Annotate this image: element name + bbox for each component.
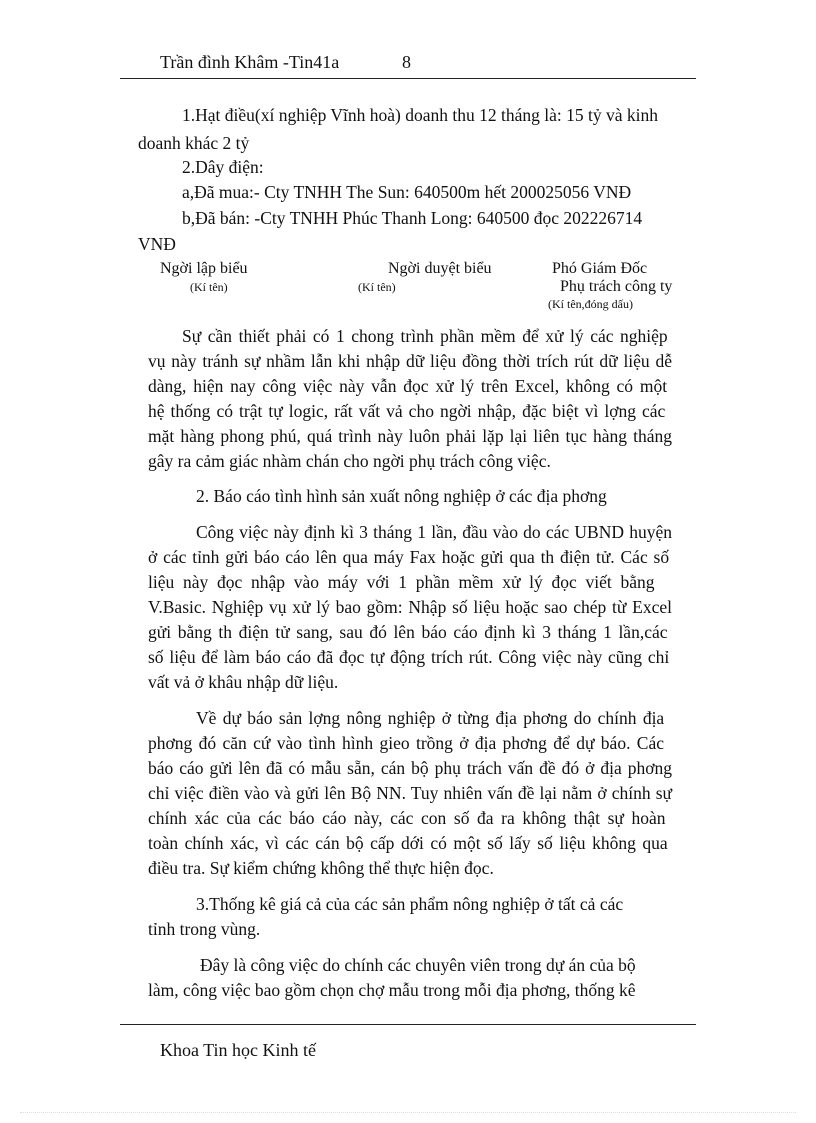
- para3-line: toàn chính xác, vì các cán bộ cấp dới có một số lấy số liệu không qua: [148, 833, 668, 853]
- signature-deputy-sub: Phụ trách công ty: [560, 278, 673, 295]
- para2-line: số liệu để làm báo cáo đã đọc tự động trích rút. Công việc này cũng chỉ: [148, 647, 670, 667]
- para4-line: Đây là công việc do chính các chuyên viên trong dự án của bộ: [200, 955, 636, 975]
- para2-line: gửi bằng th điện tử sang, sau đó lên báo cáo định kì 3 tháng 1 lần,các: [148, 622, 668, 642]
- signature-approver-sign: (Kí tên): [358, 280, 396, 294]
- signature-approver-sign-text: Kí tên): [362, 280, 396, 294]
- para3-line: chỉ việc điền vào và gửi lên Bộ NN. Tuy nhiên vấn đề lại nằm ở chính sự: [148, 783, 672, 803]
- item-wire-sold: b,Đã bán: -Cty TNHH Phúc Thanh Long: 640500 đọc 202226714: [182, 208, 643, 228]
- para3-line: chính xác của các báo cáo này, các con số đa ra không thật sự hoàn: [148, 808, 666, 828]
- header-divider: [120, 78, 696, 79]
- para1-line: Sự cần thiết phải có 1 chong trình phần mềm để xử lý các nghiệp: [182, 326, 668, 346]
- page-bottom-edge: [20, 1112, 796, 1113]
- para3-line: báo cáo gửi lên đã có mẫu sẵn, cán bộ phụ trách vấn đề đó ở địa phơng: [148, 758, 672, 778]
- header-author: Trần đình Khâm -Tin41a: [160, 52, 340, 72]
- footer-divider: [120, 1024, 696, 1025]
- para2-line: vất vả ở khâu nhập dữ liệu.: [148, 672, 339, 692]
- signature-creator-sign: (Kí tên): [190, 280, 228, 294]
- para2-line: ở các tỉnh gửi báo cáo lên qua máy Fax hoặc gửi qua th điện tử. Các số: [148, 547, 670, 567]
- item-wire-heading: 2.Dây điện:: [182, 157, 264, 177]
- item-wire-bought: a,Đã mua:- Cty TNHH The Sun: 640500m hết 200025056 VNĐ: [182, 182, 632, 202]
- para1-line: dàng, hiện nay công việc này vẫn đọc xử lý trên Excel, không có một: [148, 376, 668, 396]
- signature-deputy-sign: (Kí tên,đóng dấu): [548, 297, 633, 311]
- signature-approver: Ngời duyệt biểu: [388, 260, 492, 277]
- para1-line: hệ thống có trật tự logic, rất vất vả cho ngời nhập, đặc biệt vì lợng các: [148, 401, 666, 421]
- para3-line: điều tra. Sự kiểm chứng không thể thực hiện đọc.: [148, 858, 494, 878]
- para1-line: vụ này tránh sự nhầm lẫn khi nhập dữ liệu đồng thời trích rút dữ liệu dễ: [148, 351, 672, 371]
- heading-section-3: 3.Thống kê giá cả của các sản phẩm nông nghiệp ở tất cả các: [196, 894, 624, 914]
- page-number: 8: [402, 52, 411, 72]
- heading-section-3-cont: tỉnh trong vùng.: [148, 919, 261, 939]
- para2-line: Công việc này định kì 3 tháng 1 lần, đầu vào do các UBND huyện: [196, 522, 672, 542]
- para3-line: phơng đó căn cứ vào tình hình gieo trồng ở địa phơng để dự báo. Các: [148, 733, 665, 753]
- footer-faculty: Khoa Tin học Kinh tế: [160, 1040, 317, 1060]
- signature-deputy: Phó Giám Đốc: [552, 260, 648, 277]
- item-cashew-revenue-cont: doanh khác 2 tỷ: [138, 133, 250, 153]
- para4-line: làm, công việc bao gồm chọn chợ mẫu trong mỗi địa phơng, thống kê: [148, 980, 636, 1000]
- para1-line: gây ra cảm giác nhàm chán cho ngời phụ trách công việc.: [148, 451, 551, 471]
- item-wire-sold-cont: VNĐ: [138, 234, 176, 254]
- signature-creator: Ngời lập biểu: [160, 260, 248, 277]
- para2-line: V.Basic. Nghiệp vụ xử lý bao gồm: Nhập số liệu hoặc sao chép từ Excel: [148, 597, 672, 617]
- heading-section-2: 2. Báo cáo tình hình sản xuất nông nghiệp ở các địa phơng: [196, 486, 607, 506]
- para3-line: Về dự báo sản lợng nông nghiệp ở từng địa phơng do chính địa: [196, 708, 665, 728]
- item-cashew-revenue: 1.Hạt điều(xí nghiệp Vĩnh hoà) doanh thu 12 tháng là: 15 tỷ và kinh: [182, 105, 658, 125]
- para1-line: mặt hàng phong phú, quá trình này luôn phải lặp lại liên tục hàng tháng: [148, 426, 672, 446]
- para2-line: liệu này đọc nhập vào máy với 1 phần mềm xử lý đọc viết bằng: [148, 572, 655, 592]
